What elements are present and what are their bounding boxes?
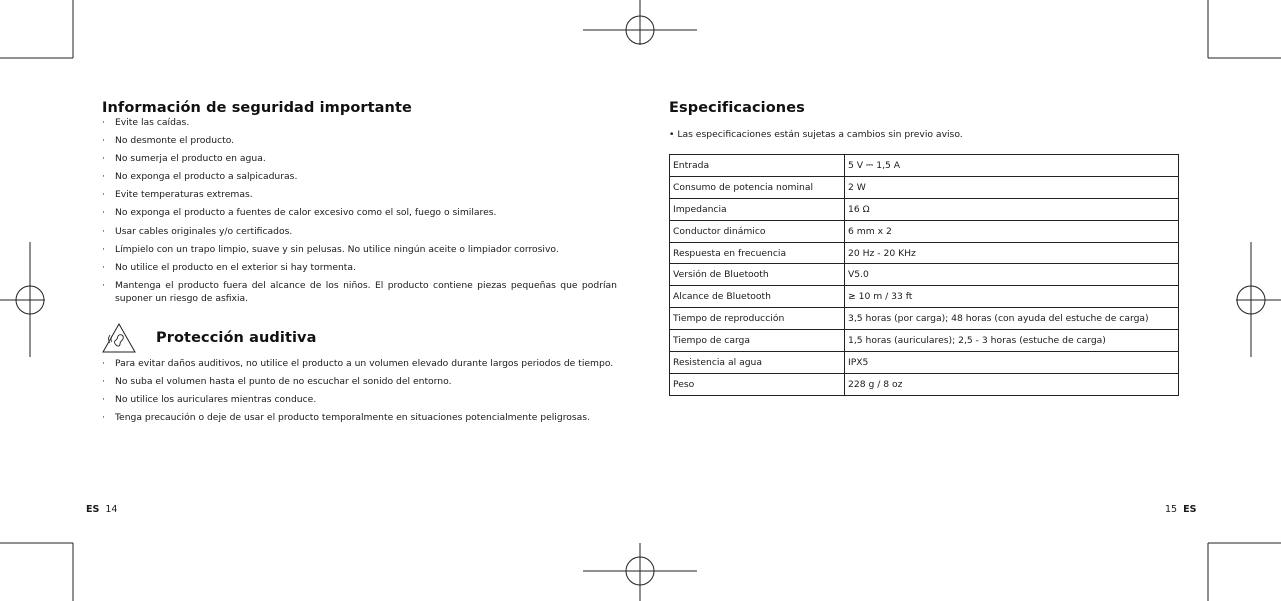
table-row xyxy=(670,330,1179,352)
list-item: · Mantenga el producto fuera del alcance de los niños. El producto contiene piezas pequeñas que podrían suponer un riesgo de asfixia. xyxy=(102,279,617,305)
spec-label: Tiempo de reproducción xyxy=(670,308,845,330)
language-code: ES xyxy=(1183,504,1197,515)
language-code: ES xyxy=(86,504,100,515)
list-item: · No exponga el producto a fuentes de calor excesivo como el sol, fuego o similares. xyxy=(102,206,617,219)
right-page xyxy=(669,100,1179,396)
spec-value: 1,5 horas (auriculares); 2,5 - 3 horas (estuche de carga) xyxy=(845,330,1179,352)
table-row xyxy=(670,198,1179,220)
list-item: · Para evitar daños auditivos, no utilice el producto a un volumen elevado durante largos periodos de tiempo. xyxy=(102,357,617,370)
spec-value: 20 Hz - 20 KHz xyxy=(845,242,1179,264)
spec-label: Conductor dinámico xyxy=(670,220,845,242)
table-row xyxy=(670,286,1179,308)
page-number: 15 xyxy=(1165,504,1178,515)
list-item: · Usar cables originales y/o certificados. xyxy=(102,225,617,238)
spec-value: 16 Ω xyxy=(845,198,1179,220)
specs-note: • Las especificaciones están sujetas a cambios sin previo aviso. xyxy=(669,129,963,140)
table-row xyxy=(670,176,1179,198)
safety-title: Información de seguridad importante xyxy=(102,100,412,116)
hearing-section-header xyxy=(102,323,617,357)
spec-label: Impedancia xyxy=(670,198,845,220)
list-item: · Límpielo con un trapo limpio, suave y sin pelusas. No utilice ningún aceite o limpiador corrosivo. xyxy=(102,243,617,256)
safety-list xyxy=(102,116,617,305)
spec-label: Resistencia al agua xyxy=(670,352,845,374)
specs-table xyxy=(669,154,1179,396)
spec-label: Alcance de Bluetooth xyxy=(670,286,845,308)
spec-label: Consumo de potencia nominal xyxy=(670,176,845,198)
hearing-list xyxy=(102,357,617,424)
table-row xyxy=(670,155,1179,177)
list-item: · No desmonte el producto. xyxy=(102,134,617,147)
spec-value: ≥ 10 m / 33 ft xyxy=(845,286,1179,308)
page-number-left xyxy=(86,504,117,515)
table-row xyxy=(670,220,1179,242)
spec-value: 5 V ⎓ 1,5 A xyxy=(845,155,1179,177)
table-row xyxy=(670,373,1179,395)
table-row xyxy=(670,242,1179,264)
left-page xyxy=(102,100,617,429)
list-item: · No exponga el producto a salpicaduras. xyxy=(102,170,617,183)
table-row xyxy=(670,352,1179,374)
page-number-right xyxy=(1165,504,1196,515)
list-item: · Evite temperaturas extremas. xyxy=(102,188,617,201)
page-number: 14 xyxy=(105,504,118,515)
hearing-title: Protección auditiva xyxy=(156,329,317,346)
spec-value: 3,5 horas (por carga); 48 horas (con ayuda del estuche de carga) xyxy=(845,308,1179,330)
spec-value: IPX5 xyxy=(845,352,1179,374)
table-row xyxy=(670,308,1179,330)
list-item: · No suba el volumen hasta el punto de no escuchar el sonido del entorno. xyxy=(102,375,617,388)
hearing-warning-icon xyxy=(102,323,136,353)
specs-title: Especificaciones xyxy=(669,100,805,116)
list-item: · No sumerja el producto en agua. xyxy=(102,152,617,165)
spec-label: Peso xyxy=(670,373,845,395)
spec-label: Respuesta en frecuencia xyxy=(670,242,845,264)
list-item: · Evite las caídas. xyxy=(102,116,617,129)
spec-label: Versión de Bluetooth xyxy=(670,264,845,286)
spec-label: Entrada xyxy=(670,155,845,177)
list-item: · No utilice los auriculares mientras conduce. xyxy=(102,393,617,406)
list-item: · No utilice el producto en el exterior si hay tormenta. xyxy=(102,261,617,274)
spec-value: 2 W xyxy=(845,176,1179,198)
spec-value: 228 g / 8 oz xyxy=(845,373,1179,395)
spec-value: 6 mm x 2 xyxy=(845,220,1179,242)
spec-label: Tiempo de carga xyxy=(670,330,845,352)
list-item: · Tenga precaución o deje de usar el producto temporalmente en situaciones potencialmente peligrosas. xyxy=(102,411,617,424)
spec-value: V5.0 xyxy=(845,264,1179,286)
table-row xyxy=(670,264,1179,286)
